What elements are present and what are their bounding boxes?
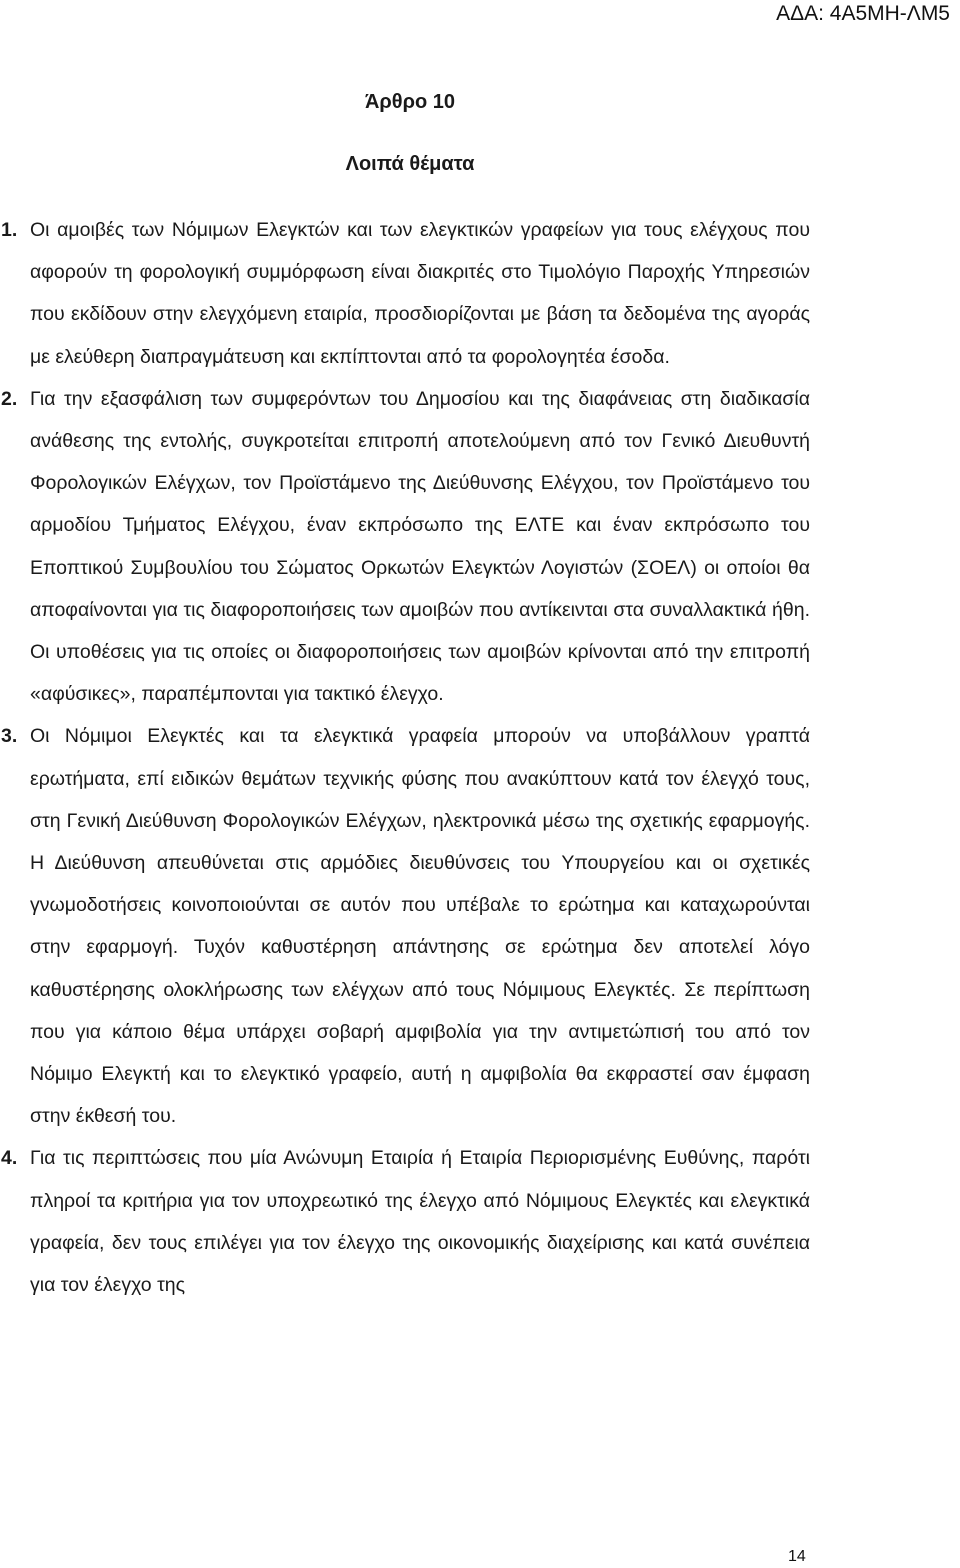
paragraph-number: 3. <box>1 725 18 748</box>
page-number: 14 <box>788 1548 806 1565</box>
paragraph-3 <box>1 715 810 1137</box>
paragraph-number: 2. <box>1 387 18 410</box>
paragraph-text: Οι Νόμιμοι Ελεγκτές και τα ελεγκτικά γραφεία μπορούν να υποβάλλουν γραπτά ερωτήματα, επί ειδικών θεμάτων τεχνικής φύσης που ανακύπτουν κατά τον έλεγχό τους, στη Γενική Διεύθυνση Φορολογικών Ελέγχων, ηλεκτρονικά μέσω της σχετικής εφαρμογής. Η Διεύθυνση απευθύνεται στις αρμόδιες διευθύνσεις του Υπουργείου και οι σχετικές γνωμοδοτήσεις κοινοποιούνται σε αυτόν που υπέβαλε το ερώτημα και καταχωρούνται στην εφαρμογή. Τυχόν καθυστέρηση απάντησης σε ερώτημα δεν αποτελεί λόγο καθυστέρησης ολοκλήρωσης των ελέγχων από τους Νόμιμους Ελεγκτές. Σε περίπτωση που για κάποιο θέμα υπάρχει σοβαρή αμφιβολία για την αντιμετώπισή του από τον Νόμιμο Ελεγκτή και το ελεγκτικό γραφείο, αυτή η αμφιβολία θα εκφραστεί σαν έμφαση στην έκθεσή του. <box>30 725 810 1128</box>
paragraph-text: Για την εξασφάλιση των συμφερόντων του Δημοσίου και της διαφάνειας στη διαδικασία ανάθεσης της εντολής, συγκροτείται επιτροπή αποτελούμενη από τον Γενικό Διευθυντή Φορολογικών Ελέγχων, τον Προϊστάμενο της Διεύθυνσης Ελέγχου, τον Προϊστάμενο του αρμοδίου Τμήματος Ελέγχου, έναν εκπρόσωπο της ΕΛΤΕ και έναν εκπρόσωπο του Εποπτικού Συμβουλίου του Σώματος Ορκωτών Ελεγκτών Λογιστών (ΣΟΕΛ) οι οποίοι θα αποφαίνονται για τις διαφοροποιήσεις των αμοιβών που αντίκεινται στα συναλλακτικά ήθη. Οι υποθέσεις για τις οποίες οι διαφοροποιήσεις των αμοιβών κρίνονται από την επιτροπή «αφύσικες», παραπέμπονται για τακτικό έλεγχο. <box>30 387 810 706</box>
paragraph-number: 1. <box>1 219 18 241</box>
ada-code: ΑΔΑ: 4Α5ΜΗ-ΛΜ5 <box>776 2 950 25</box>
article-subtitle: Λοιπά θέματα <box>345 153 475 175</box>
paragraph-1 <box>1 209 810 378</box>
paragraph-2 <box>1 378 810 716</box>
article-body <box>1 209 810 1306</box>
paragraph-4 <box>1 1137 810 1306</box>
paragraph-text: Οι αμοιβές των Νόμιμων Ελεγκτών και των ελεγκτικών γραφείων για τους ελέγχους που αφορούν τη φορολογική συμμόρφωση είναι διακριτές στο Τιμολόγιο Παροχής Υπηρεσιών που εκδίδουν στην ελεγχόμενη εταιρία, προσδιορίζονται με βάση τα δεδομένα της αγοράς με ελεύθερη διαπραγμάτευση και εκπίπτονται από τα φορολογητέα έσοδα. <box>30 219 810 368</box>
paragraph-text: Για τις περιπτώσεις που μία Ανώνυμη Εταιρία ή Εταιρία Περιορισμένης Ευθύνης, παρότι πληροί τα κριτήρια για τον υποχρεωτικό της έλεγχο από Νόμιμους Ελεγκτές και ελεγκτικά γραφεία, δεν τους επιλέγει για τον έλεγχο της οικονομικής διαχείρισης και κατά συνέπεια για τον έλεγχο της <box>30 1147 810 1297</box>
article-title: Άρθρο 10 <box>364 91 456 113</box>
paragraph-number: 4. <box>1 1147 18 1170</box>
